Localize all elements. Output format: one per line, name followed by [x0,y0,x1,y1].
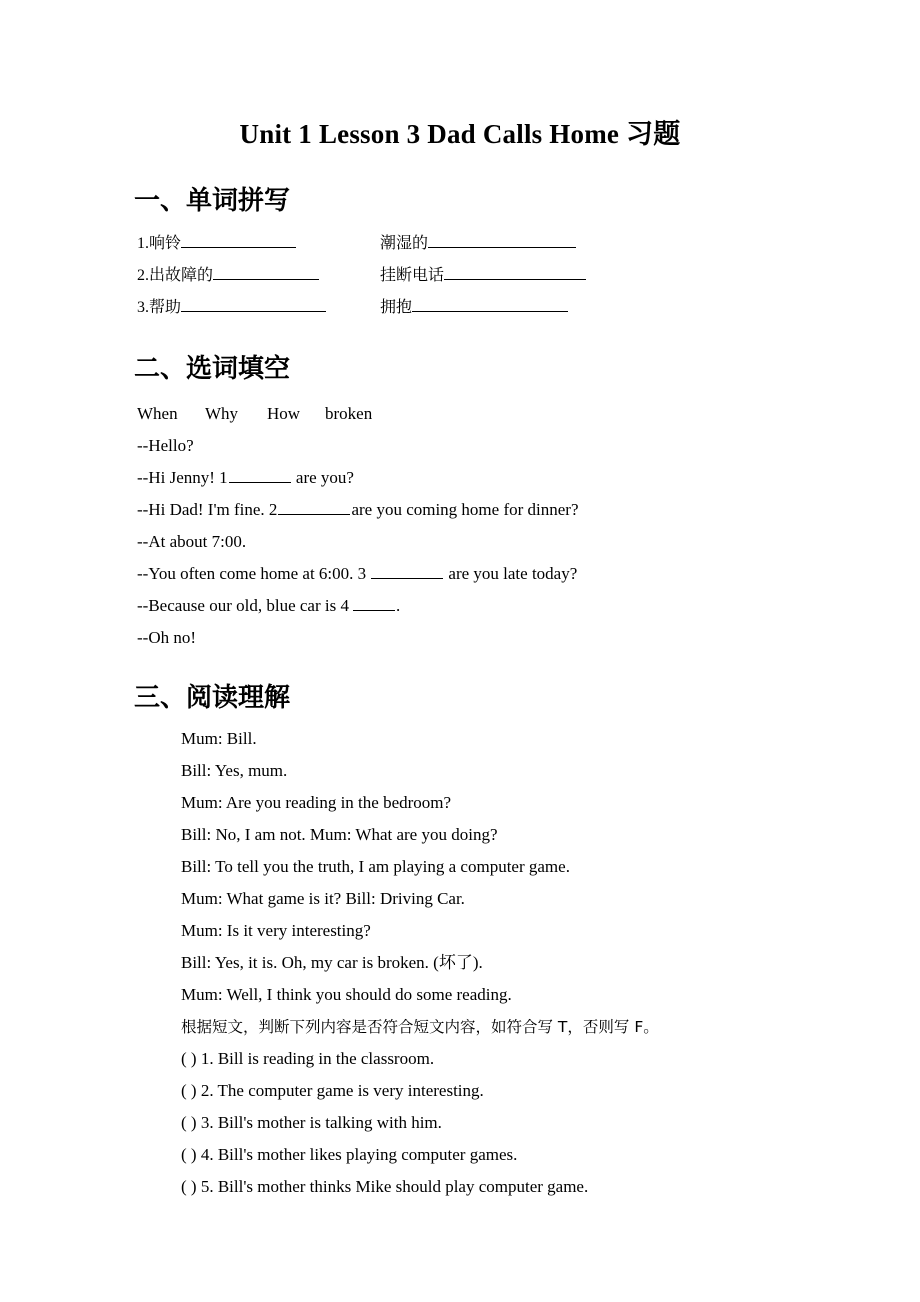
passage-line: Bill: Yes, mum. [181,761,288,780]
reading-instruction: 根据短文，判断下列内容是否符合短文内容，如符合写 T，否则写 F。 [181,1018,659,1036]
cloze-dialogue [80,430,840,654]
dialogue-text: --You often come home at 6:00. 3 [137,564,367,583]
passage-line: Mum: Bill. [181,729,257,748]
section-heading-word-spelling: 一、单词拼写 [134,186,291,215]
word-bank [80,385,840,430]
word-spelling-row [137,260,840,292]
dialogue-line [137,462,840,494]
passage-line: Mum: Are you reading in the bedroom? [181,793,452,812]
passage-line: Mum: What game is it? Bill: Driving Car. [181,889,465,908]
word-spelling-prompt-right: 拥抱 [380,299,413,316]
dialogue-text: --Because our old, blue car is 4 [137,596,349,615]
answer-blank[interactable] [181,296,326,312]
true-false-question[interactable]: ( ) 2. The computer game is very interesting. [181,1081,484,1100]
word-spelling-list [80,217,840,324]
cloze-blank-4[interactable] [353,596,395,611]
answer-blank[interactable] [444,264,586,280]
section-heading-cloze: 二、选词填空 [134,354,291,383]
reading-passage [80,714,840,1203]
dialogue-text: --Hi Dad! I'm fine. 2 [137,500,278,519]
word-spelling-row [137,292,840,324]
passage-line: Mum: Well, I think you should do some reading. [181,985,512,1004]
dialogue-line [137,590,840,622]
word-spelling-prompt-left: 3.帮助 [137,299,182,316]
dialogue-line [137,430,840,462]
true-false-question[interactable]: ( ) 1. Bill is reading in the classroom. [181,1049,435,1068]
passage-line: Mum: Is it very interesting? [181,921,371,940]
dialogue-text: are you coming home for dinner? [351,500,579,519]
answer-blank[interactable] [412,296,568,312]
answer-blank[interactable] [181,232,296,248]
dialogue-line [137,622,840,654]
true-false-question[interactable]: ( ) 5. Bill's mother thinks Mike should play computer game. [181,1177,589,1196]
dialogue-text: --At about 7:00. [137,532,247,551]
word-bank-option-broken: broken [325,404,373,423]
word-spelling-prompt-left: 2.出故障的 [137,267,214,284]
word-spelling-prompt-right: 挂断电话 [380,267,445,284]
passage-line: Bill: To tell you the truth, I am playing a computer game. [181,857,570,876]
word-bank-option-when: When [137,404,178,423]
answer-blank[interactable] [213,264,319,280]
dialogue-line [137,494,840,526]
word-bank-option-why: Why [205,404,239,423]
dialogue-text: --Hello? [137,436,194,455]
dialogue-text: --Oh no! [137,628,197,647]
passage-line: Bill: No, I am not. Mum: What are you doing? [181,825,498,844]
passage-line: Bill: Yes, it is. Oh, my car is broken. (坏了). [181,953,483,972]
word-spelling-row [137,228,840,260]
answer-blank[interactable] [428,232,576,248]
section-heading-reading: 三、阅读理解 [134,683,291,712]
dialogue-text: . [395,596,401,615]
word-spelling-prompt-right: 潮湿的 [380,235,429,252]
word-bank-option-how: How [267,404,301,423]
word-spelling-prompt-left: 1.响铃 [137,235,182,252]
dialogue-line [137,558,840,590]
cloze-blank-3[interactable] [371,564,443,579]
cloze-blank-2[interactable] [278,500,350,515]
dialogue-text: --Hi Jenny! 1 [137,468,228,487]
dialogue-text: are you late today? [448,564,578,583]
dialogue-text: are you? [295,468,354,487]
true-false-question[interactable]: ( ) 4. Bill's mother likes playing computer games. [181,1145,518,1164]
page-title: Unit 1 Lesson 3 Dad Calls Home 习题 [239,119,681,149]
cloze-blank-1[interactable] [229,468,291,483]
dialogue-line [137,526,840,558]
true-false-question[interactable]: ( ) 3. Bill's mother is talking with him. [181,1113,442,1132]
